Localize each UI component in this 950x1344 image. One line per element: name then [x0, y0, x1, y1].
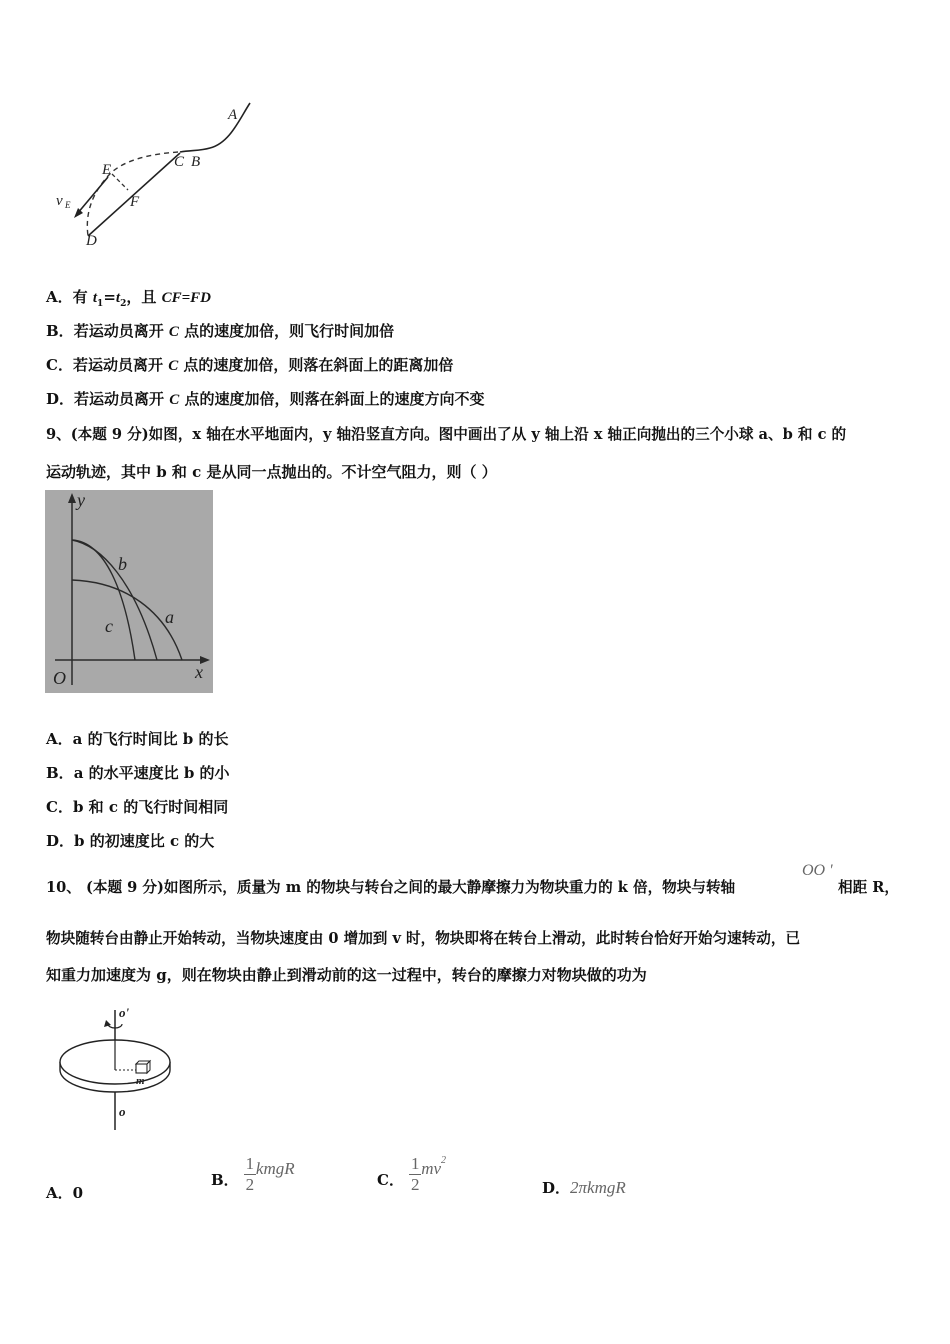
q10-answer-row [46, 1155, 906, 1215]
axis-oo-prime: OO ' [802, 862, 833, 879]
q10-stem-line2: 物块随转台由静止开始转动，当物块速度由 0 增加到 v 时，物块即将在转台上滑动，此时转台恰好开始匀速转动，已 [46, 930, 801, 947]
label-v-sub: E [65, 200, 71, 210]
label-m: m [136, 1075, 145, 1087]
q10-stem-line3: 知重力加速度为 g，则在物块由静止到滑动前的这一过程中，转台的摩擦力对物块做的功为 [46, 966, 647, 984]
label-a: A [228, 107, 238, 123]
turntable-figure [52, 1002, 177, 1134]
axis-label-x: x [195, 662, 203, 682]
q8-option-d[interactable]: D．若运动员离开 C 点的速度加倍，则落在斜面上的速度方向不变 [46, 390, 485, 408]
q9-option-c[interactable]: C．b 和 c 的飞行时间相同 [46, 798, 229, 816]
q10-option-a[interactable]: A．0 [46, 1184, 84, 1202]
fraction-one-half: $\frac{1}{2}$ [410, 1154, 420, 1194]
q8-option-c[interactable]: C．若运动员离开 C 点的速度加倍，则落在斜面上的距离加倍 [46, 356, 454, 374]
label-b: B [191, 154, 201, 170]
label-o-prime: o' [119, 1005, 130, 1020]
label-f: F [130, 194, 140, 210]
label-o: o [119, 1104, 126, 1119]
q8-option-a[interactable]: A．有 $t_1=t_2$，且 CF=FD [46, 288, 211, 309]
q10-stem-line1-end: 相距 R， [838, 879, 899, 896]
curve-label-b: b [118, 554, 127, 574]
q9-option-a[interactable]: A．a 的飞行时间比 b 的长 [46, 730, 229, 748]
q10-option-d[interactable]: D．2πkmgR [542, 1178, 626, 1197]
q9-stem-line1: 9、(本题 9 分)如图，x 轴在水平地面内，y 轴沿竖直方向。图中画出了从 y 轴上沿 x 轴正向抛出的三个小球 a、b 和 c 的 [46, 426, 847, 443]
q9-option-b[interactable]: B．a 的水平速度比 b 的小 [46, 764, 230, 782]
q10-option-c[interactable]: C． $\frac{1}{2}$ $mv^2$ [377, 1154, 447, 1194]
curve-label-c: c [105, 616, 113, 636]
q10-option-b[interactable]: B． $\frac{1}{2}$ kmgR [211, 1154, 295, 1194]
ski-jump-slope-figure [50, 98, 265, 253]
axis-label-y: y [77, 490, 85, 510]
label-v: v [56, 193, 63, 209]
q8-option-b[interactable]: B．若运动员离开 C 点的速度加倍，则飞行时间加倍 [46, 322, 395, 340]
label-e: E [102, 162, 112, 178]
q10-stem-line1: 10、 (本题 9 分)如图所示，质量为 m 的物块与转台之间的最大静摩擦力为物块重力的 k 倍，物块与转轴 [46, 879, 736, 896]
q9-option-d[interactable]: D．b 的初速度比 c 的大 [46, 832, 215, 850]
q9-stem-line2: 运动轨迹，其中 b 和 c 是从同一点抛出的。不计空气阻力，则（ ） [46, 463, 497, 481]
projectile-trajectories-figure [45, 490, 213, 693]
curve-label-a: a [165, 607, 174, 627]
origin-label: O [53, 668, 66, 688]
label-d: D [86, 233, 97, 249]
fraction-one-half: $\frac{1}{2}$ [245, 1154, 255, 1194]
label-c: C [174, 154, 185, 170]
